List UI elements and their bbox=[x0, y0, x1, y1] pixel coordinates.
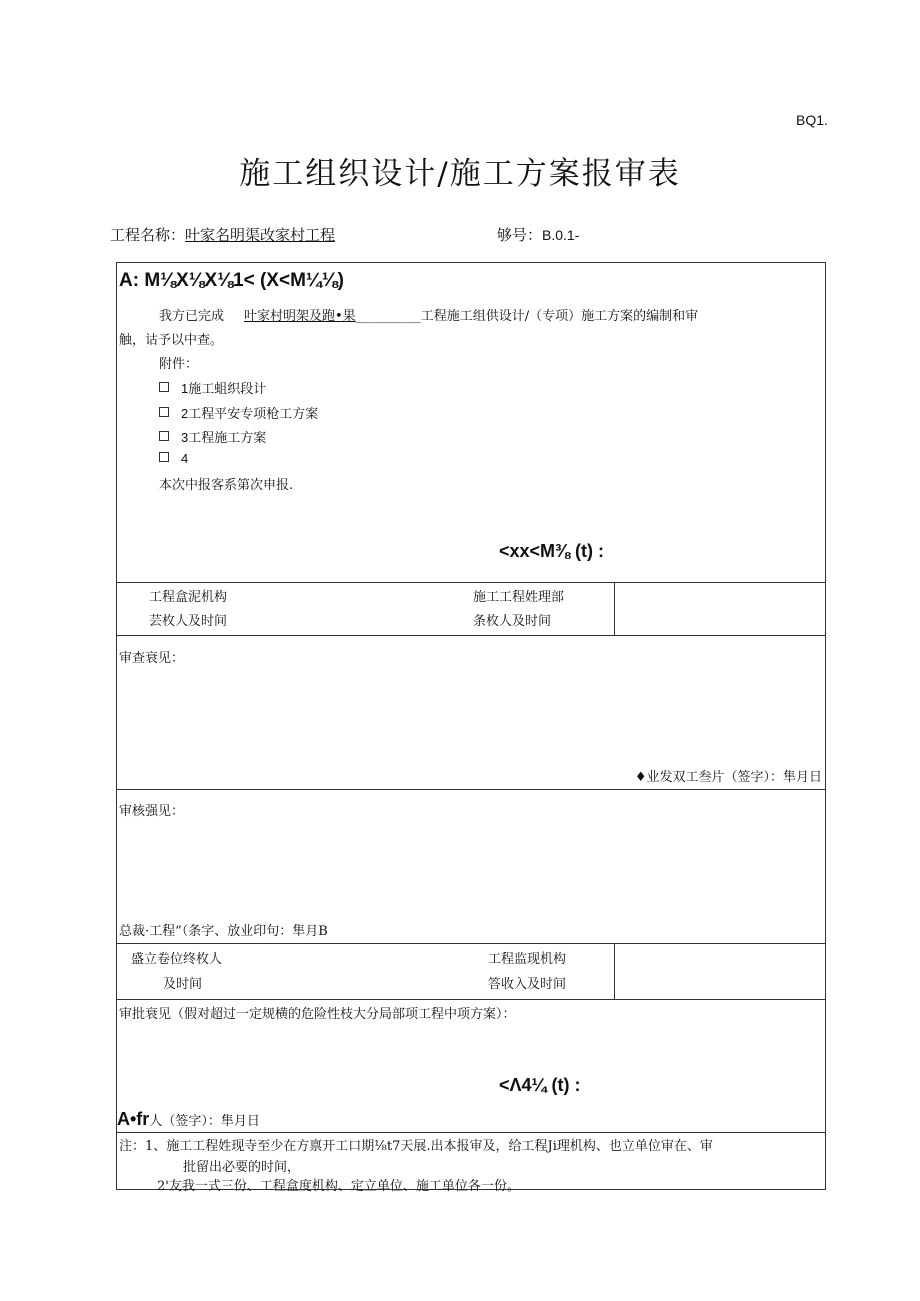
cell-divider bbox=[614, 943, 615, 999]
review-opinion-label: 审查衰见： bbox=[119, 651, 185, 666]
project-name-field bbox=[110, 224, 335, 245]
contractor-signature: <xx<M⅜ (t) : bbox=[499, 541, 605, 561]
statement-blank: __________ bbox=[355, 309, 421, 324]
approval-opinion-label: 审批衰见（假对超过一定规横的危险性枝大分局部项工程中项方案）： bbox=[119, 1007, 516, 1022]
attachment-item[interactable]: 3工程施工方案 bbox=[159, 427, 266, 446]
divider bbox=[117, 635, 825, 636]
form-number-value: B.0.1- bbox=[542, 227, 580, 243]
project-name-value: 叶家名明渠改家村工程 bbox=[185, 226, 336, 244]
divider bbox=[117, 943, 825, 944]
divider bbox=[117, 582, 825, 583]
attachment-item[interactable]: 4 bbox=[159, 451, 188, 467]
approval-sign-prefix: A•fr bbox=[117, 1109, 150, 1129]
review-signature: ♦业发双工叁片（签字）：隼月日 bbox=[634, 770, 822, 785]
cell-divider bbox=[614, 582, 615, 635]
receipt-left-line1: 工程盒泥机构 bbox=[149, 590, 228, 605]
checkbox[interactable] bbox=[159, 407, 169, 417]
approval-stamp: <Λ4¼ (t) : bbox=[499, 1075, 581, 1095]
statement-fill: 叶家村明架及跑•果 bbox=[244, 309, 356, 324]
note-line3: 2'友我一式三份、工程盒度机构、定立单位、施工单位各一份。 bbox=[157, 1179, 520, 1194]
approval-signature bbox=[117, 1109, 260, 1130]
audit-opinion-label: 审核强见： bbox=[119, 804, 185, 819]
receipt2-right-line2: 答收入及时间 bbox=[488, 977, 567, 992]
divider bbox=[117, 789, 825, 790]
attachments-label: 附件： bbox=[159, 357, 199, 372]
note-line2: 批留出必要的时间， bbox=[183, 1160, 301, 1175]
divider bbox=[117, 1132, 825, 1133]
approval-sign-suffix: 人（签字）：隼月日 bbox=[149, 1114, 260, 1129]
form-table bbox=[116, 262, 826, 1194]
form-number-field bbox=[497, 224, 579, 245]
completion-statement bbox=[159, 305, 698, 324]
attachment-item[interactable]: 1施工蛆织段计 bbox=[159, 378, 266, 397]
statement-suffix: 工程施工组供设计/（专项）施工方案的编制和审 bbox=[420, 309, 699, 324]
checkbox[interactable] bbox=[159, 431, 169, 441]
form-number-label: 够号： bbox=[497, 226, 543, 244]
project-name-label: 工程名称： bbox=[110, 226, 186, 244]
audit-signature: 总裁·工程”（条字、放业印句：隼月B bbox=[119, 924, 328, 939]
note-line1: 注：1、施工工程姓现寺至少在方禀开工口期⅛t7天展.出本报审及，给工程Ji理机构、也立单位审在、审 bbox=[119, 1139, 713, 1154]
receipt2-left-line1: 盛立卷位终枚人 bbox=[131, 952, 223, 967]
checkbox[interactable] bbox=[159, 382, 169, 392]
receipt-right-line1: 施工工程姓理部 bbox=[473, 590, 565, 605]
receipt2-left-line2: 及时间 bbox=[163, 977, 203, 992]
section-heading: A: M⅛X⅛X⅛1< (X<M¼⅛) bbox=[119, 270, 344, 291]
checkbox[interactable] bbox=[159, 452, 169, 462]
page-title: 施工组织设计/施工方案报审表 bbox=[239, 156, 681, 192]
divider bbox=[117, 999, 825, 1000]
statement-line2: 触，诂予以中查。 bbox=[119, 333, 224, 348]
form-code: BQ1. bbox=[796, 112, 828, 128]
statement-prefix: 我方已完成 bbox=[159, 309, 225, 324]
receipt2-right-line1: 工程监现机构 bbox=[488, 952, 567, 967]
receipt-right-line2: 条枚人及时间 bbox=[473, 614, 552, 629]
attachment-item[interactable]: 2工程平安专项枪工方案 bbox=[159, 403, 318, 422]
submission-count-note: 本次中报客系第次申报. bbox=[159, 478, 294, 493]
receipt-left-line2: 芸枚人及时间 bbox=[149, 614, 228, 629]
